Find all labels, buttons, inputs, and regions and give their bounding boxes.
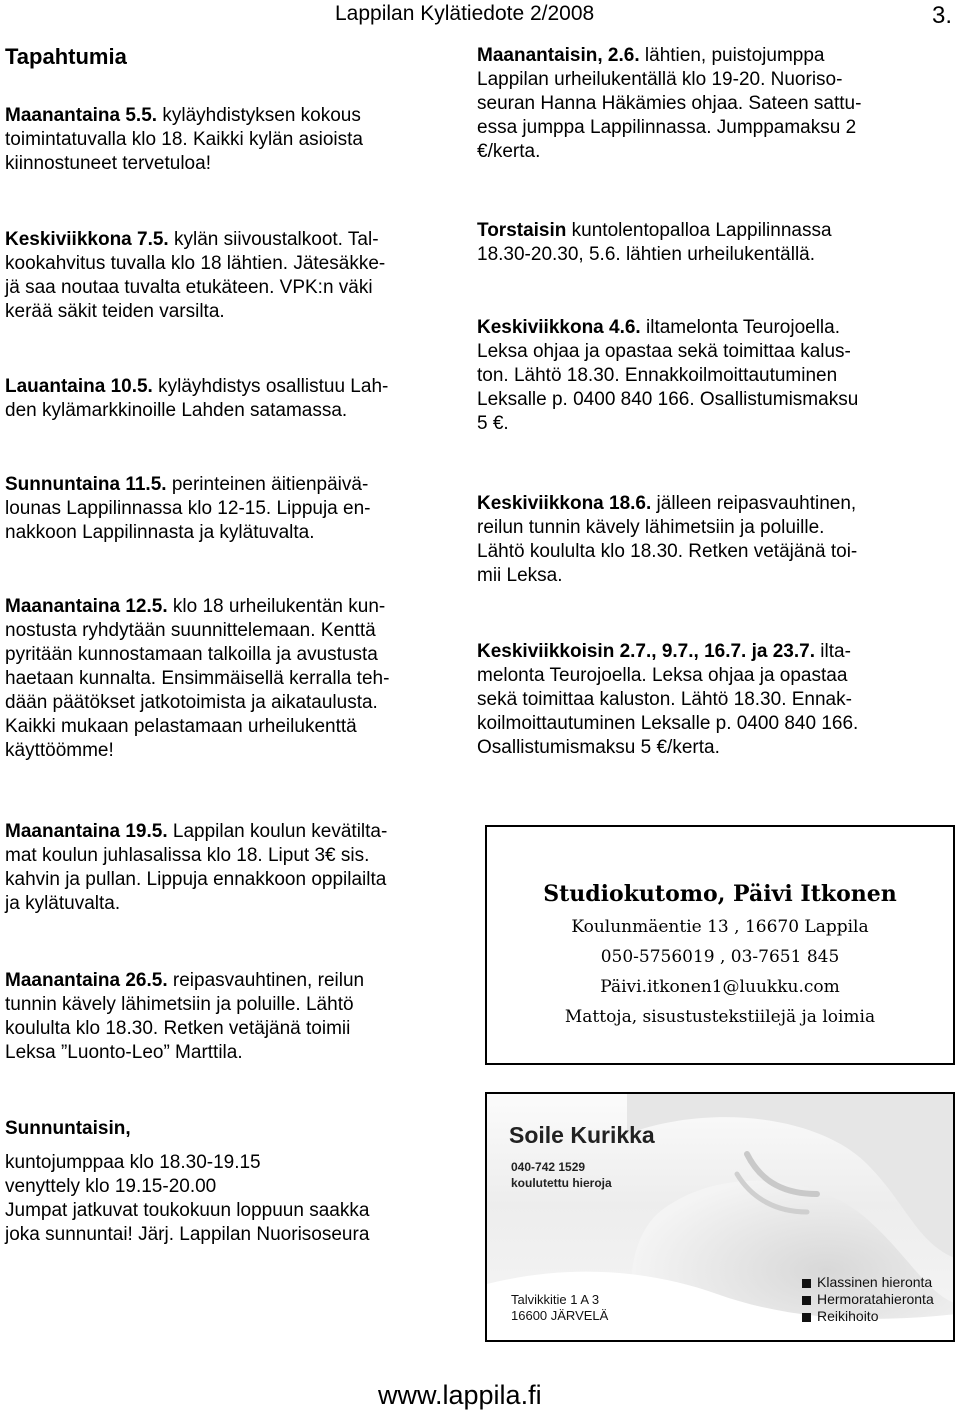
event-text: Leksa ”Luonto-Leo” Marttila. [5, 1042, 243, 1063]
bullet-icon [802, 1279, 811, 1288]
event-text: Osallistumismaksu 5 €/kerta. [477, 737, 720, 758]
event-date: Keskiviikkoisin 2.7., 9.7., 16.7. ja 23.7. [477, 641, 815, 662]
event-text: pyritään kunnostamaan talkoilla ja avustusta [5, 644, 378, 665]
event-date: Maanantaina 19.5. [5, 821, 168, 842]
event-block [5, 228, 385, 324]
event-text: jälleen reipasvauhtinen, [651, 493, 857, 514]
studio-ad [485, 825, 955, 1065]
service-item: Klassinen hieronta [802, 1274, 932, 1290]
event-date: Keskiviikkona 18.6. [477, 493, 652, 514]
event-date: Lauantaina 10.5. [5, 376, 153, 397]
event-text: Leksalle p. 0400 840 166. Osallistumismaksu [477, 389, 859, 410]
event-text: käyttöömme! [5, 740, 114, 761]
event-text: jä saa noutaa tuvalta etukäteen. VPK:n väki [5, 277, 373, 298]
event-text: den kylämarkkinoille Lahden satamassa. [5, 400, 348, 421]
bullet-icon [802, 1313, 811, 1322]
event-text: ja kylätuvalta. [5, 893, 121, 914]
event-text: toimintatuvalla klo 18. Kaikki kylän asioista [5, 129, 364, 150]
studio-tagline: Mattoja, sisustustekstiilejä ja loimia [564, 1007, 876, 1027]
event-block [5, 473, 370, 545]
event-block [5, 104, 363, 176]
event-text: Lähtö koululta klo 18.30. Retken vetäjänä toi- [477, 541, 858, 562]
event-block [5, 1117, 369, 1247]
event-text: koilmoittautuminen Leksalle p. 0400 840 166. [477, 713, 859, 734]
massage-title: koulutettu hieroja [511, 1176, 612, 1190]
studio-email: Päivi.itkonen1@luukku.com [600, 977, 840, 997]
event-block [477, 219, 832, 267]
event-text: kuntolentopalloa Lappilinnassa [566, 220, 832, 241]
event-text: iltamelonta Teurojoella. [640, 317, 840, 338]
event-date: Maanantaina 12.5. [5, 596, 168, 617]
event-text: reilun tunnin kävely lähimetsiin ja poluille. [477, 517, 825, 538]
event-text: kerää säkit teiden varsilta. [5, 301, 225, 322]
event-date: Keskiviikkona 4.6. [477, 317, 641, 338]
event-text: joka sunnuntai! Järj. Lappilan Nuorisoseura [5, 1224, 370, 1245]
service-item: Hermoratahieronta [802, 1291, 934, 1307]
massage-ad [485, 1092, 955, 1342]
event-text: mat koulun juhlasalissa klo 18. Liput 3€ sis. [5, 845, 370, 866]
event-text: nakkoon Lappilinnasta ja kylätuvalta. [5, 522, 315, 543]
event-block [477, 44, 861, 164]
event-block [477, 316, 858, 436]
publication-title: Lappilan Kylätiedote 2/2008 [335, 2, 595, 25]
event-block [5, 820, 387, 916]
event-text: nostusta ryhdytään suunnittelemaan. Kenttä [5, 620, 376, 641]
event-text: klo 18 urheilukentän kun- [167, 596, 386, 617]
event-text: mii Leksa. [477, 565, 563, 586]
service-item: Reikihoito [802, 1308, 878, 1324]
event-text: ton. Lähtö 18.30. Ennakkoilmoittautuminen [477, 365, 838, 386]
event-text: venyttely klo 19.15-20.00 [5, 1176, 217, 1197]
event-text: haetaan kunnalta. Ensimmäisellä kerralla teh- [5, 668, 390, 689]
event-text: Lappilan koulun kevätilta- [167, 821, 388, 842]
event-text: €/kerta. [477, 141, 541, 162]
event-text: lounas Lappilinnassa klo 12-15. Lippuja en- [5, 498, 371, 519]
event-block [477, 492, 857, 588]
event-text: seuran Hanna Häkämies ohjaa. Sateen sattu- [477, 93, 862, 114]
event-text: kahvin ja pullan. Lippuja ennakkoon oppilailta [5, 869, 387, 890]
event-date: Maanantaina 5.5. [5, 105, 158, 126]
bullet-icon [802, 1296, 811, 1305]
event-text: sekä toimittaa kaluston. Lähtö 18.30. Ennak- [477, 689, 852, 710]
event-text: tunnin kävely lähimetsiin ja poluille. Lähtö [5, 994, 354, 1015]
event-text: kookahvitus tuvalla klo 18 lähtien. Jätesäkke- [5, 253, 386, 274]
event-date: Torstaisin [477, 220, 567, 241]
massage-city: 16600 JÄRVELÄ [511, 1308, 609, 1323]
event-date: Sunnuntaina 11.5. [5, 474, 167, 495]
event-text: kylän siivoustalkoot. Tal- [168, 229, 379, 250]
event-text: essa jumppa Lappilinnassa. Jumppamaksu 2 [477, 117, 857, 138]
event-block [477, 640, 858, 760]
event-text: Kaikki mukaan pelastamaan urheilukenttä [5, 716, 357, 737]
massage-name: Soile Kurikka [509, 1122, 655, 1148]
event-block [5, 375, 388, 423]
event-block [5, 595, 389, 763]
event-text: 5 €. [477, 413, 509, 434]
event-text: Lappilan urheilukentällä klo 19-20. Nuoriso- [477, 69, 843, 90]
event-text: reipasvauhtinen, reilun [167, 970, 365, 991]
event-date: Keskiviikkona 7.5. [5, 229, 169, 250]
section-title: Tapahtumia [5, 44, 127, 69]
event-text: kyläyhdistys osallistuu Lah- [152, 376, 389, 397]
event-date: Maanantaina 26.5. [5, 970, 168, 991]
event-block [5, 969, 364, 1065]
studio-address: Koulunmäentie 13 , 16670 Lappila [571, 917, 869, 937]
event-text: lähtien, puistojumppa [639, 45, 825, 66]
page-number: 3. [931, 2, 952, 29]
event-text: kiinnostuneet tervetuloa! [5, 153, 211, 174]
event-date: Sunnuntaisin, [5, 1118, 131, 1139]
event-text: 18.30-20.30, 5.6. lähtien urheilukentällä. [477, 244, 816, 265]
event-text: koululta klo 18.30. Retken vetäjänä toimii [5, 1018, 351, 1039]
event-text: dään päätökset jatkotoimista ja aikataulusta. [5, 692, 378, 713]
event-text: perinteinen äitienpäivä- [166, 474, 369, 495]
event-text: melonta Teurojoella. Leksa ohjaa ja opastaa [477, 665, 848, 686]
event-date: Maanantaisin, 2.6. [477, 45, 640, 66]
studio-name: Studiokutomo, Päivi Itkonen [543, 881, 897, 907]
event-text: kyläyhdistyksen kokous [157, 105, 361, 126]
studio-phones: 050-5756019 , 03-7651 845 [600, 947, 840, 967]
footer-url[interactable]: www.lappila.fi [378, 1380, 542, 1410]
massage-phone: 040-742 1529 [511, 1160, 586, 1174]
event-text: Leksa ohjaa ja opastaa sekä toimittaa kalus- [477, 341, 851, 362]
massage-street: Talvikkitie 1 A 3 [511, 1292, 600, 1307]
event-text: ilta- [815, 641, 851, 662]
event-text: Jumpat jatkuvat toukokuun loppuun saakka [5, 1200, 370, 1221]
event-text: kuntojumppaa klo 18.30-19.15 [5, 1152, 261, 1173]
